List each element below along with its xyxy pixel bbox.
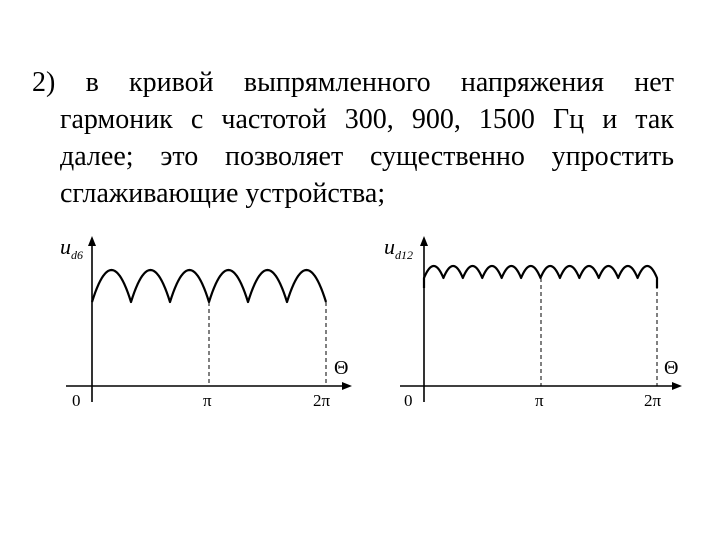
text-line-4: сглаживающие устройства; — [60, 178, 386, 209]
y-axis-arrow-icon — [88, 236, 96, 246]
word: с — [190, 104, 204, 135]
y-axis-arrow-icon — [420, 236, 428, 246]
word: нет — [634, 67, 674, 98]
word: частотой — [221, 104, 327, 135]
word: Гц — [552, 104, 585, 135]
word: гармоник — [60, 104, 173, 135]
y-axis-label: $u_{d12}$ — [384, 234, 413, 262]
diagrams-svg — [0, 228, 720, 418]
word: выпрямленного — [243, 67, 431, 98]
diagram-6-pulse — [60, 234, 352, 410]
word: кривой — [129, 67, 214, 98]
tick-label-zero: 0 — [404, 391, 413, 410]
word: 900, — [411, 104, 461, 135]
word: так — [635, 104, 674, 135]
tick-label-zero: 0 — [72, 391, 81, 410]
slide-text-block — [32, 64, 674, 212]
diagrams-area — [0, 228, 720, 418]
word: это — [160, 141, 199, 172]
word: позволяет — [224, 141, 344, 172]
text-line-2 — [32, 101, 674, 138]
tick-label-two-pi: 2π — [644, 391, 662, 410]
x-axis-arrow-icon — [342, 382, 352, 390]
text-line-1 — [32, 64, 674, 101]
ripple-waveform — [424, 266, 657, 288]
word: и — [602, 104, 618, 135]
y-axis-label: $u_{d6}$ — [60, 234, 83, 262]
x-axis-label: Θ — [664, 357, 679, 379]
word: далее; — [60, 141, 134, 172]
x-axis-label: Θ — [334, 357, 349, 379]
ripple-waveform — [92, 270, 326, 302]
word: существенно — [370, 141, 525, 172]
diagram-12-pulse — [384, 234, 682, 410]
word: упростить — [551, 141, 674, 172]
x-axis-arrow-icon — [672, 382, 682, 390]
tick-label-pi: π — [535, 391, 544, 410]
tick-label-two-pi: 2π — [313, 391, 331, 410]
tick-label-pi: π — [203, 391, 212, 410]
word: в — [85, 67, 99, 98]
word: 2) — [32, 67, 56, 98]
word: напряжения — [460, 67, 605, 98]
word: 300, — [344, 104, 394, 135]
text-line-3 — [32, 138, 674, 175]
word: 1500 — [478, 104, 535, 135]
